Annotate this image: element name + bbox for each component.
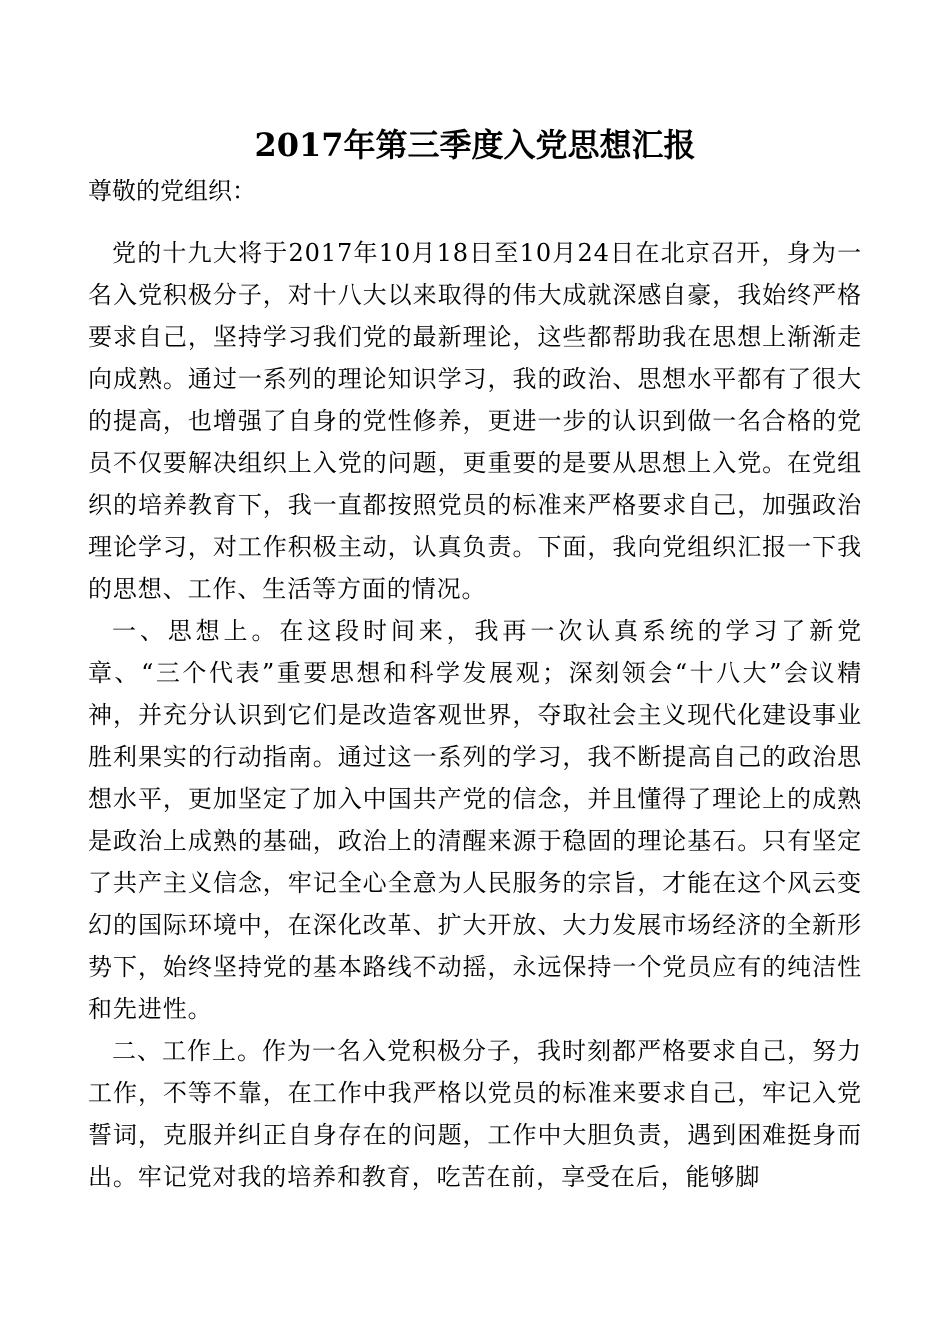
document-title: 2017年第三季度入党思想汇报	[254, 126, 696, 164]
paragraph-ideology: 一、思想上。在这段时间来，我再一次认真系统的学习了新党章、“三个代表”重要思想和科学发展观；深刻领会“十八大”会议精神，并充分认识到它们是改造客观世界，夺取社会主义现代化建设事业胜利果实的行动指南。通过这一系列的学习，我不断提高自己的政治思想水平，更加坚定了加入中国共产党的信念，并且懂得了理论上的成熟是政治上成熟的基础，政治上的清醒来源于稳固的理论基石。只有坚定了共产主义信念，牢记全心全意为人民服务的宗旨，才能在这个风云变幻的国际环境中，在深化改革、扩大开放、大力发展市场经济的全新形势下，始终坚持党的基本路线不动摇，永远保持一个党员应有的纯洁性和先进性。	[88, 617, 862, 1023]
paragraph-intro: 党的十九大将于2017年10月18日至10月24日在北京召开，身为一名入党积极分子，对十八大以来取得的伟大成就深感自豪，我始终严格要求自己，坚持学习我们党的最新理论，这些都帮助我在思想上渐渐走向成熟。通过一系列的理论知识学习，我的政治、思想水平都有了很大的提高，也增强了自身的党性修养，更进一步的认识到做一名合格的党员不仅要解决组织上入党的问题，更重要的是要从思想上入党。在党组织的培养教育下，我一直都按照党员的标准来严格要求自己，加强政治理论学习，对工作积极主动，认真负责。下面，我向党组织汇报一下我的思想、工作、生活等方面的情况。	[88, 239, 862, 603]
salutation: 尊敬的党组织：	[88, 177, 256, 205]
paragraph-work: 二、工作上。作为一名入党积极分子，我时刻都严格要求自己，努力工作，不等不靠，在工作中我严格以党员的标准来要求自己，牢记入党誓词，克服并纠正自身存在的问题，工作中大胆负责，遇到困难挺身而出。牢记党对我的培养和教育，吃苦在前，享受在后，能够脚	[88, 1037, 862, 1191]
